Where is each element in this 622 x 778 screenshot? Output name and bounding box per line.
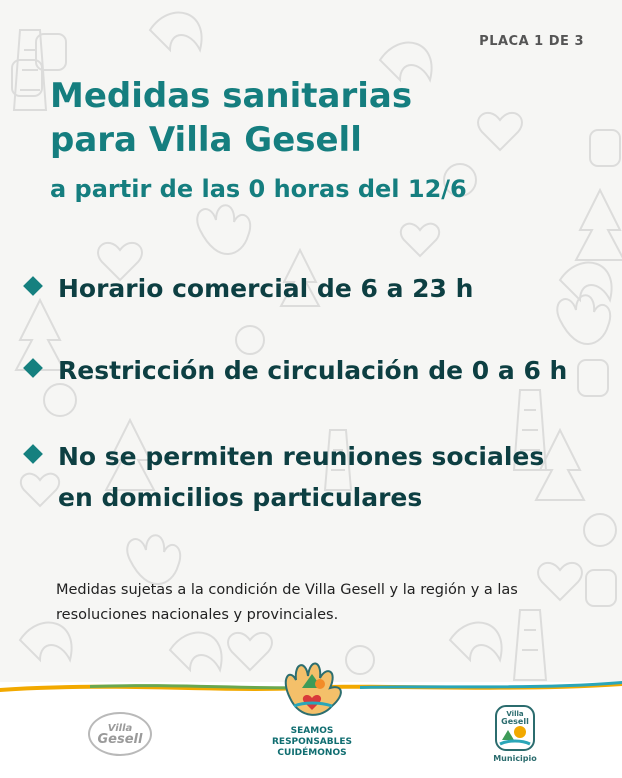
tree-icon — [576, 190, 622, 260]
measure-text: Horario comercial de 6 a 23 h — [58, 274, 474, 303]
logo-left-line2: Gesell — [97, 732, 143, 747]
municipio-label: Municipio — [493, 754, 537, 763]
tagline-line-1: SEAMOS RESPONSABLES — [271, 726, 352, 747]
title-line-2: para Villa Gesell — [50, 120, 362, 160]
wave-icon — [150, 13, 202, 50]
wave-icon — [20, 623, 72, 660]
seamos-responsables-logo — [272, 658, 352, 770]
wave-icon — [450, 623, 502, 660]
municipio-emblem-icon — [494, 704, 536, 752]
measure-text: Restricción de circulación de 0 a 6 h — [58, 356, 568, 385]
center-tagline — [252, 726, 372, 759]
measure-text: No se permiten reuniones sociales en domicilios particulares — [58, 442, 545, 512]
diamond-bullet-icon — [23, 444, 43, 464]
colorful-hand-icon — [272, 658, 352, 724]
hand-icon — [127, 535, 180, 584]
municipio-name-bottom: Gesell — [501, 717, 529, 726]
badge-icon — [590, 130, 620, 166]
sun-icon — [584, 514, 616, 546]
logo-left-line1: Villa — [107, 723, 133, 734]
disclaimer-note: Medidas sujetas a la condición de Villa Gesell y la región y a las resoluciones nacionales y provinciales. — [56, 582, 518, 623]
wave-icon — [170, 633, 222, 670]
tagline-line-2: CUIDÉMONOS — [277, 748, 347, 758]
measure-item — [22, 268, 473, 309]
slide-counter: PLACA 1 DE 3 — [479, 34, 584, 49]
diamond-bullet-icon — [23, 358, 43, 378]
heart-icon — [228, 633, 272, 670]
heart-icon — [401, 224, 439, 256]
hand-icon — [557, 295, 610, 344]
page-subtitle: a partir de las 0 horas del 12/6 — [50, 175, 467, 203]
badge-icon — [586, 570, 616, 606]
hand-icon — [197, 205, 250, 254]
badge-icon — [578, 360, 608, 396]
measure-item — [22, 350, 567, 391]
municipio-name-top: Villa — [506, 710, 524, 718]
villa-gesell-logo-left — [88, 712, 152, 756]
title-line-1: Medidas sanitarias — [50, 76, 413, 116]
measure-item — [22, 436, 578, 518]
municipio-logo — [494, 704, 536, 764]
diamond-bullet-icon — [23, 276, 43, 296]
heart-icon — [478, 113, 522, 150]
page-title — [50, 74, 412, 162]
